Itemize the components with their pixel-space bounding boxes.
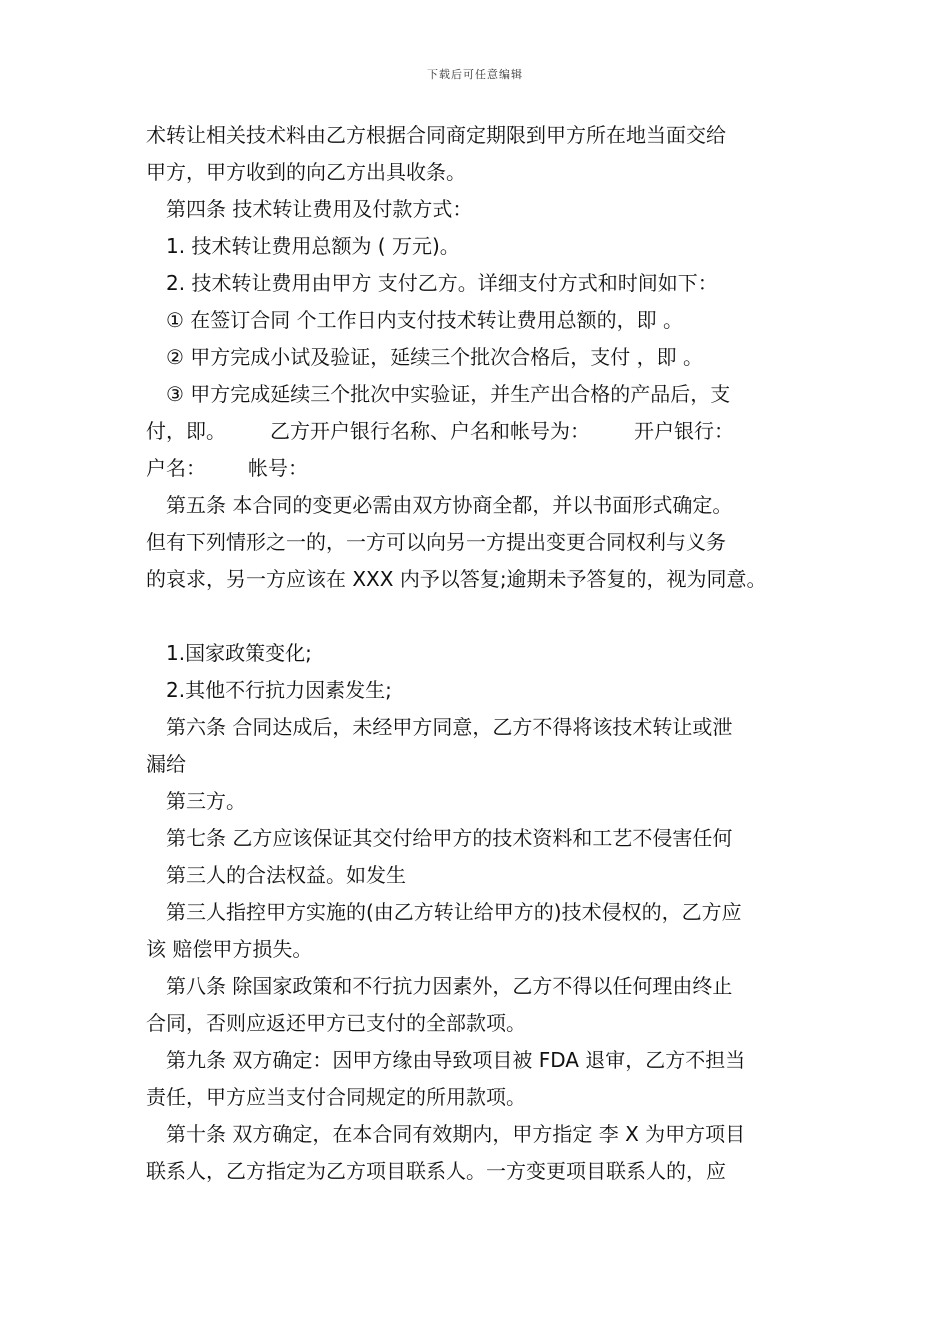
account-holder-label: 户名： <box>146 456 206 480</box>
paragraph-line: 第三方。 <box>166 789 246 813</box>
paragraph-line: 第三人的合法权益。如发生 <box>166 863 406 887</box>
paragraph-line: 漏给 <box>146 752 186 776</box>
list-item: ② 甲方完成小试及验证，延续三个批次合格后，支付 ，即 。 <box>166 345 704 369</box>
list-item: 2. 技术转让费用由甲方 支付乙方。详细支付方式和时间如下： <box>166 271 718 295</box>
bank-info-label: 乙方开户银行名称、户名和帐号为： <box>270 419 590 443</box>
list-item: 1. 技术转让费用总额为 ( 万元)。 <box>166 234 460 258</box>
account-number-label: 帐号： <box>248 456 308 480</box>
paragraph-line: 的哀求，另一方应该在 XXX 内予以答复;逾期未予答复的，视为同意。 <box>146 567 767 591</box>
paragraph-line: 合同，否则应返还甲方已支付的全部款项。 <box>146 1011 526 1035</box>
contract-body <box>146 118 826 1191</box>
paragraph-line: 该 赔偿甲方损失。 <box>146 937 313 961</box>
article-7-heading: 第七条 乙方应该保证其交付给甲方的技术资料和工艺不侵害任何 <box>166 826 733 850</box>
list-item: ① 在签订合同 个工作日内支付技术转让费用总额的，即 。 <box>166 308 684 332</box>
paragraph-line <box>146 414 826 448</box>
paragraph-line: 责任，甲方应当支付合同规定的所用款项。 <box>146 1085 526 1109</box>
list-item: ③ 甲方完成延续三个批次中实验证，并生产出合格的产品后，支 <box>166 382 731 406</box>
article-8-heading: 第八条 除国家政策和不行抗力因素外，乙方不得以任何理由终止 <box>166 974 733 998</box>
article-9-heading: 第九条 双方确定：因甲方缘由导致项目被 FDA 退审，乙方不担当 <box>166 1048 746 1072</box>
blank-line <box>146 599 826 633</box>
article-4-heading: 第四条 技术转让费用及付款方式： <box>166 197 473 221</box>
list-item: 1.国家政策变化; <box>166 641 312 665</box>
paragraph-line <box>146 451 826 485</box>
page-header-note: 下载后可任意编辑 <box>427 68 523 81</box>
paragraph-line: 甲方，甲方收到的向乙方出具收条。 <box>146 160 466 184</box>
bank-name-label: 开户银行： <box>634 419 734 443</box>
paragraph-line: 第三人指控甲方实施的(由乙方转让给甲方的)技术侵权的，乙方应 <box>166 900 742 924</box>
paragraph-line: 术转让相关技术料由乙方根据合同商定期限到甲方所在地当面交给 <box>146 123 726 147</box>
paragraph-line: 联系人，乙方指定为乙方项目联系人。一方变更项目联系人的，应 <box>146 1159 726 1183</box>
list-item: 2.其他不行抗力因素发生; <box>166 678 392 702</box>
payment-text: 付，即。 <box>146 419 226 443</box>
article-6-heading: 第六条 合同达成后，未经甲方同意，乙方不得将该技术转让或泄 <box>166 715 733 739</box>
article-5-heading: 第五条 本合同的变更必需由双方协商全都，并以书面形式确定。 <box>166 493 733 517</box>
paragraph-line: 但有下列情形之一的，一方可以向另一方提出变更合同权利与义务 <box>146 530 726 554</box>
article-10-heading: 第十条 双方确定，在本合同有效期内，甲方指定 李 X 为甲方项目 <box>166 1122 746 1146</box>
